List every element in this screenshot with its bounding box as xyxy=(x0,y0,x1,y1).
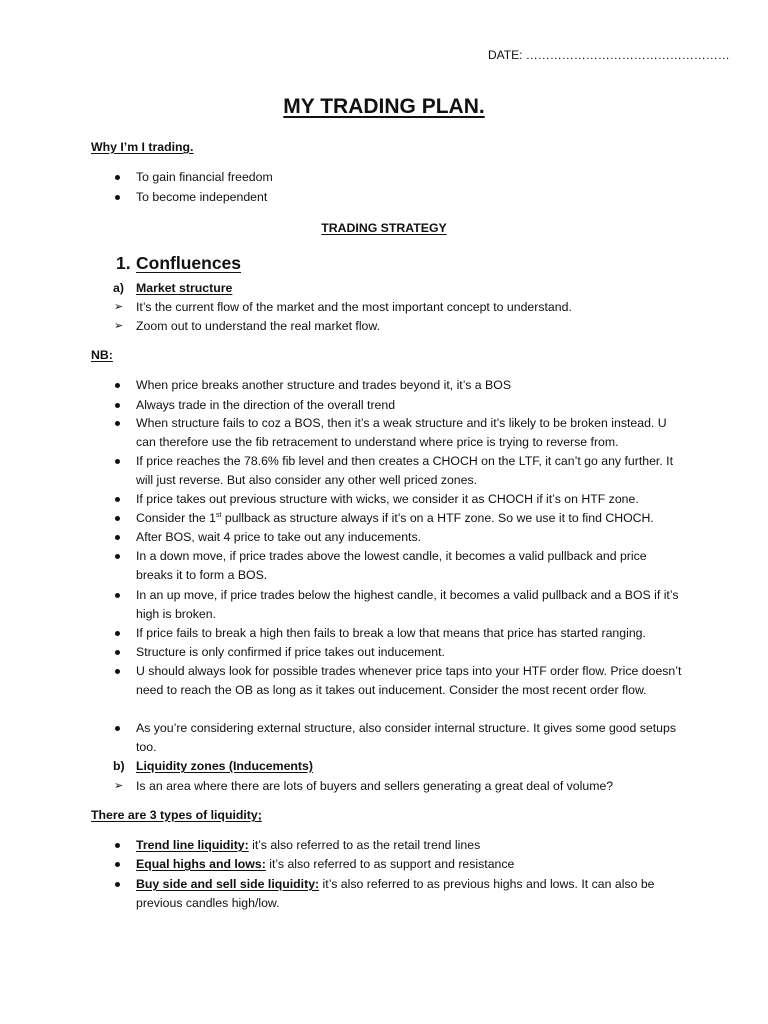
list-item-text: Equal highs and lows: it’s also referred to as support and resistance xyxy=(136,857,515,871)
bullet-icon xyxy=(115,175,120,180)
list-item-text: After BOS, wait 4 price to take out any inducements. xyxy=(136,530,422,544)
bullet-icon xyxy=(115,593,120,598)
list-item-text: To gain financial freedom xyxy=(136,170,273,184)
bullet-icon xyxy=(115,497,120,502)
bullet-icon xyxy=(115,669,120,674)
list-item-text: U should always look for possible trades whenever price taps into your HTF order flow. Price doesn’t need to reach the OB as long as it takes out inducement. Consider the most recent order flow. xyxy=(136,664,682,697)
bullet-icon xyxy=(115,726,120,731)
list-item-text: Always trade in the direction of the overall trend xyxy=(136,398,396,412)
list-item-text: When price breaks another structure and trades beyond it, it’s a BOS xyxy=(136,378,512,392)
list-item-text: Is an area where there are lots of buyers and sellers generating a great deal of volume? xyxy=(136,779,614,793)
bullet-icon xyxy=(115,631,120,636)
liquidity-types-heading: There are 3 types of liquidity; xyxy=(91,808,262,822)
list-item-text: To become independent xyxy=(136,190,268,204)
list-item-text: Consider the 1st pullback as structure always if it’s on a HTF zone. So we use it to find CHOCH. xyxy=(136,511,654,525)
bullet-icon xyxy=(115,459,120,464)
nb-heading: NB: xyxy=(91,348,113,362)
list-item-text: If price reaches the 78.6% fib level and then creates a CHOCH on the LTF, it can’t go any further. It will just reverse. But also consider any other well priced zones. xyxy=(136,454,674,487)
list-item-text: Structure is only confirmed if price takes out inducement. xyxy=(136,645,445,659)
arrow-bullet-icon: ➢ xyxy=(114,780,124,792)
strategy-heading-text: TRADING STRATEGY xyxy=(321,221,447,235)
list-item-text: Trend line liquidity: it’s also referred to as the retail trend lines xyxy=(136,838,481,852)
bullet-icon xyxy=(115,535,120,540)
why-heading: Why I’m I trading. xyxy=(91,140,194,154)
bullet-icon xyxy=(115,843,120,848)
bullet-icon xyxy=(115,403,120,408)
bullet-icon xyxy=(115,862,120,867)
bullet-icon xyxy=(115,383,120,388)
section-number: 1. xyxy=(116,253,131,273)
term-label: Buy side and sell side liquidity: xyxy=(136,877,320,891)
bullet-icon xyxy=(115,650,120,655)
list-item-text: When structure fails to coz a BOS, then it’s a weak structure and it’s likely to be broken instead. U can therefore use the fib retracement to understand where price is trying to reverse from. xyxy=(136,416,667,449)
arrow-bullet-icon: ➢ xyxy=(114,320,124,332)
subsection-letter: b) xyxy=(113,759,125,773)
term-label: Trend line liquidity: xyxy=(136,838,249,852)
list-item-text: If price takes out previous structure with wicks, we consider it as CHOCH if it’s on HTF zone. xyxy=(136,492,639,506)
list-item-text: Zoom out to understand the real market flow. xyxy=(136,319,381,333)
bullet-icon xyxy=(115,195,120,200)
bullet-icon xyxy=(115,421,120,426)
list-item-text: In an up move, if price trades below the highest candle, it becomes a valid pullback and a BOS if it’s high is broken. xyxy=(136,588,679,621)
list-item-text: If price fails to break a high then fails to break a low that means that price has started ranging. xyxy=(136,626,646,640)
section-title: Confluences xyxy=(136,253,242,273)
arrow-bullet-icon: ➢ xyxy=(114,301,124,313)
subsection-title: Liquidity zones (Inducements) xyxy=(136,759,313,773)
page-title xyxy=(0,95,768,119)
page-title-text: MY TRADING PLAN. xyxy=(283,95,485,118)
bullet-icon xyxy=(115,516,120,521)
list-item-text: Buy side and sell side liquidity: it’s also referred to as previous highs and lows. It can also be previous candles high/low. xyxy=(136,877,655,910)
strategy-heading xyxy=(0,221,768,235)
term-label: Equal highs and lows: xyxy=(136,857,266,871)
list-item-text: It’s the current flow of the market and the most important concept to understand. xyxy=(136,300,572,314)
subsection-letter: a) xyxy=(113,281,124,295)
list-item-text: In a down move, if price trades above the lowest candle, it becomes a valid pullback and price breaks it to form a BOS. xyxy=(136,549,647,582)
bullet-icon xyxy=(115,882,120,887)
subsection-title: Market structure xyxy=(136,281,233,295)
list-item-text: As you’re considering external structure, also consider internal structure. It gives some good setups too. xyxy=(136,721,676,754)
bullet-icon xyxy=(115,554,120,559)
date-line: DATE: …………………………………………… xyxy=(488,48,730,62)
